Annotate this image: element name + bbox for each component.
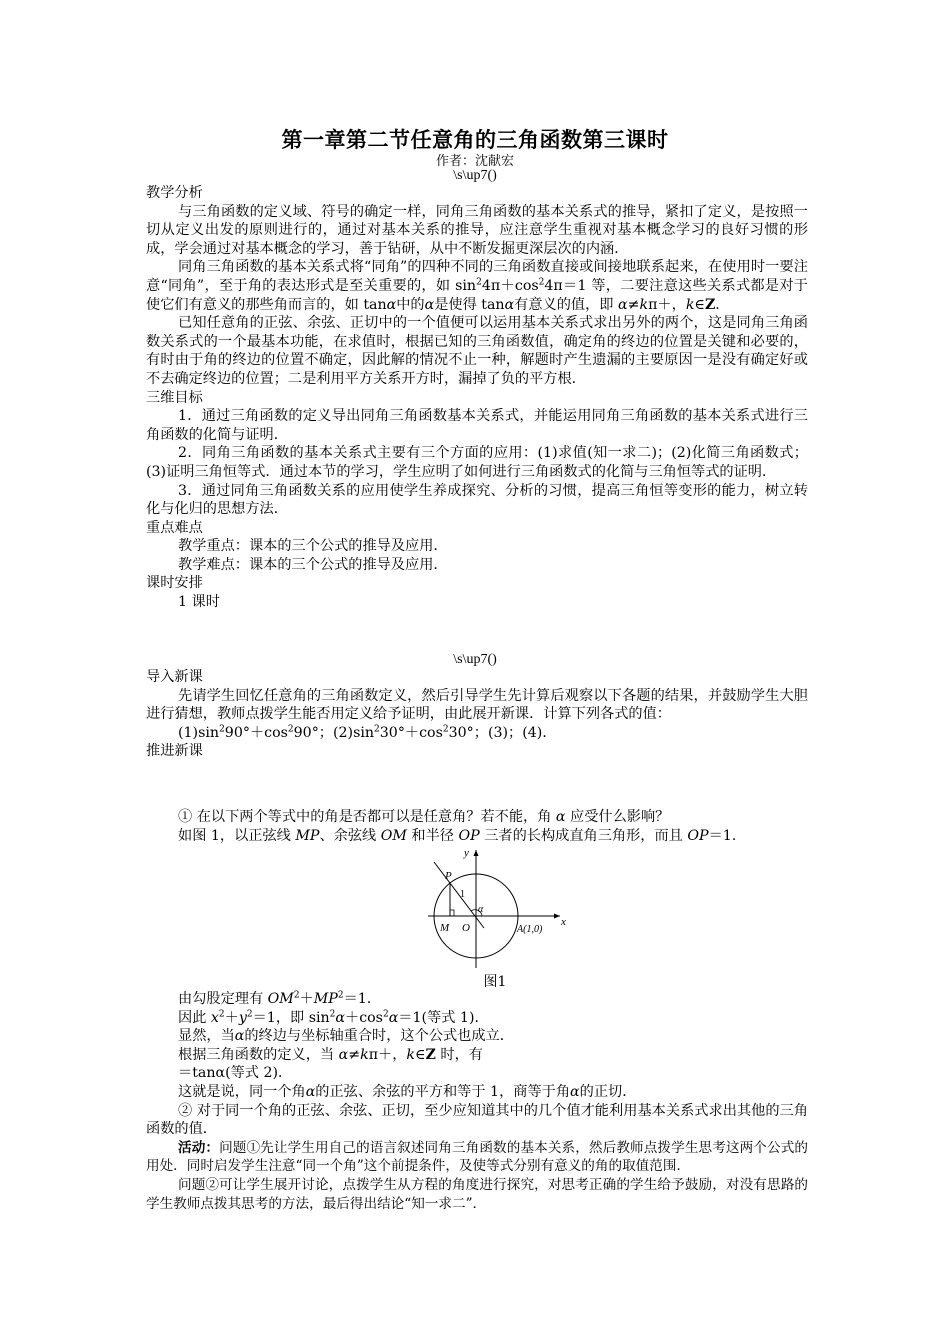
question-1: ① 在以下两个等式中的角是否都可以是任意角？若不能，角 α 应受什么影响？ bbox=[178, 809, 670, 825]
derivation-line-2: 因此 $x^2+y^2=1$，即 $\sin^2\alpha+\cos^2\alpha=1$(等式 1)． bbox=[178, 1008, 489, 1026]
content-block-4 bbox=[146, 990, 808, 1213]
figure-intro: 如图 1，以正弦线 MP、余弦线 OM 和半径 OP 三者的长构成直角三角形，而且 OP＝1. bbox=[178, 827, 737, 844]
heading-schedule: 课时安排 bbox=[146, 575, 203, 592]
analysis-paragraph-1: 与三角函数的定义域、符号的确定一样，同角三角函数的基本关系式的推导，紧扣了定义，是按照一切从定义出发的原则进行的，通过对基本关系的推导，应注意学生重视对基本概念学习的良好习惯的形成，学会通过对基本概念的学习，善于钻研，从中不断发掘更深层次的内涵． bbox=[146, 203, 808, 257]
analysis-paragraph-3: 已知任意角的正弦、余弦、正切中的一个值便可以运用基本关系式求出另外的两个，这是同角三角函数关系式的一个最基本功能，在求值时，根据已知的三角函数值，确定角的终边的位置是关键和必要的，有时由于角的终边的位置不确定，因此解的情况不止一种，解题时产生遗漏的主要原因一是没有确定好或不去确定终边的位置；二是利用平方关系开方时，漏掉了负的平方根． bbox=[146, 315, 808, 387]
heading-goals: 三维目标 bbox=[146, 389, 203, 406]
field-code: \s\up7() bbox=[453, 168, 497, 183]
y-axis-arrow bbox=[474, 850, 479, 856]
right-angle-mark bbox=[450, 910, 454, 916]
label-O: O bbox=[462, 922, 470, 934]
intro-paragraph: 先请学生回忆任意角的三角函数定义，然后引导学生先计算后观察以下各题的结果，并鼓励学生大胆进行猜想，教师点拨学生能否用定义给予证明，由此展开新课．计算下列各式的值： bbox=[146, 687, 808, 723]
x-axis-arrow bbox=[554, 914, 560, 919]
activity-paragraph-2: 问题②可让学生展开讨论，点拨学生从方程的角度进行探究，对思考正确的学生给予鼓励，对没有思路的学生教师点拨其思考的方法，最后得出结论“知一求二”． bbox=[146, 1176, 808, 1212]
page-title: 第一章第二节任意角的三角函数第三课时 bbox=[281, 128, 669, 152]
author-line: 作者：沈献宏 bbox=[435, 154, 514, 169]
figure-caption: 图1 bbox=[483, 974, 507, 990]
goal-1: 1．通过三角函数的定义导出同角三角函数基本关系式，并能运用同角三角函数的基本关系式进行三角函数的化简与证明． bbox=[146, 408, 808, 443]
intro-exercises: $(1)\sin^290^\circ+\cos^290^\circ$；$(2)\sin^230^\circ+\cos^230^\circ$；(3)；(4)． bbox=[178, 724, 557, 741]
label-alpha: α bbox=[478, 904, 484, 915]
goal-3: 3．通过同角三角函数关系的应用使学生养成探究、分析的习惯，提高三角恒等变形的能力，树立转化与化归的思想方法． bbox=[146, 482, 808, 518]
unit-circle-figure bbox=[420, 842, 570, 972]
goal-2: 2．同角三角函数的基本关系式主要有三个方面的应用：(1)求值(知一求二)；(2)化简三角函数式；(3)证明三角恒等式．通过本节的学习，学生应明了如何进行三角函数式的化简与三角恒等式的证明． bbox=[146, 445, 808, 480]
derivation-line-3: 显然，当α的终边与坐标轴重合时，这个公式也成立． bbox=[178, 1028, 514, 1045]
derivation-line-4: 根据三角函数的定义，当 α≠kπ＋，k∈Z 时，有 bbox=[178, 1046, 483, 1063]
analysis-paragraph-2: 同角三角函数的基本关系式将“同角”的四种不同的三角函数直接或间接地联系起来，在使用时一要注意“同角”，至于角的表达形式是至关重要的，如 $\sin^24\pi+\cos^24\pi=1$ 等，二要注意这些关系式都是对于使它们有意义的那些角而言的，如 tanα中的α是使得 tanα有意义的值，即 α≠kπ＋，k∈Z. bbox=[146, 259, 808, 313]
content-block-3 bbox=[146, 808, 808, 845]
heading-intro: 导入新课 bbox=[146, 669, 203, 685]
derivation-line-1: 由勾股定理有 $OM^2+MP^2=1$. bbox=[178, 990, 372, 1007]
question-2: ② 对于同一个角的正弦、余弦、正切，至少应知道其中的几个值才能利用基本关系式求出其他的三角函数的值． bbox=[146, 1102, 808, 1138]
derivation-line-6: 这就是说，同一个角α的正弦、余弦的平方和等于 1，商等于角α的正切． bbox=[178, 1083, 637, 1100]
content-block-2 bbox=[146, 668, 808, 761]
heading-advance: 推进新课 bbox=[146, 743, 203, 760]
heading-key-points: 重点难点 bbox=[146, 519, 203, 536]
content-block-1 bbox=[146, 184, 808, 612]
label-x: x bbox=[561, 916, 566, 928]
schedule-text: 1 课时 bbox=[178, 594, 220, 611]
heading-analysis: 教学分析 bbox=[146, 185, 203, 201]
label-one: 1 bbox=[460, 889, 465, 900]
field-code-2: \s\up7() bbox=[453, 652, 497, 667]
label-M: M bbox=[440, 922, 450, 934]
difficult-point: 教学难点：课本的三个公式的推导及应用． bbox=[178, 556, 448, 573]
label-P: P bbox=[445, 870, 452, 882]
key-point: 教学重点：课本的三个公式的推导及应用． bbox=[178, 538, 448, 555]
activity-paragraph-1: 活动：问题①先让学生用自己的语言叙述同角三角函数的基本关系，然后教师点拨学生思考这两个公式的用处．同时启发学生注意“同一个角”这个前提条件，及使等式分别有意义的角的取值范围． bbox=[146, 1139, 808, 1175]
label-A: A(1,0) bbox=[517, 924, 543, 935]
derivation-line-5: ＝tanα(等式 2)． bbox=[178, 1065, 293, 1082]
label-y: y bbox=[464, 847, 469, 859]
